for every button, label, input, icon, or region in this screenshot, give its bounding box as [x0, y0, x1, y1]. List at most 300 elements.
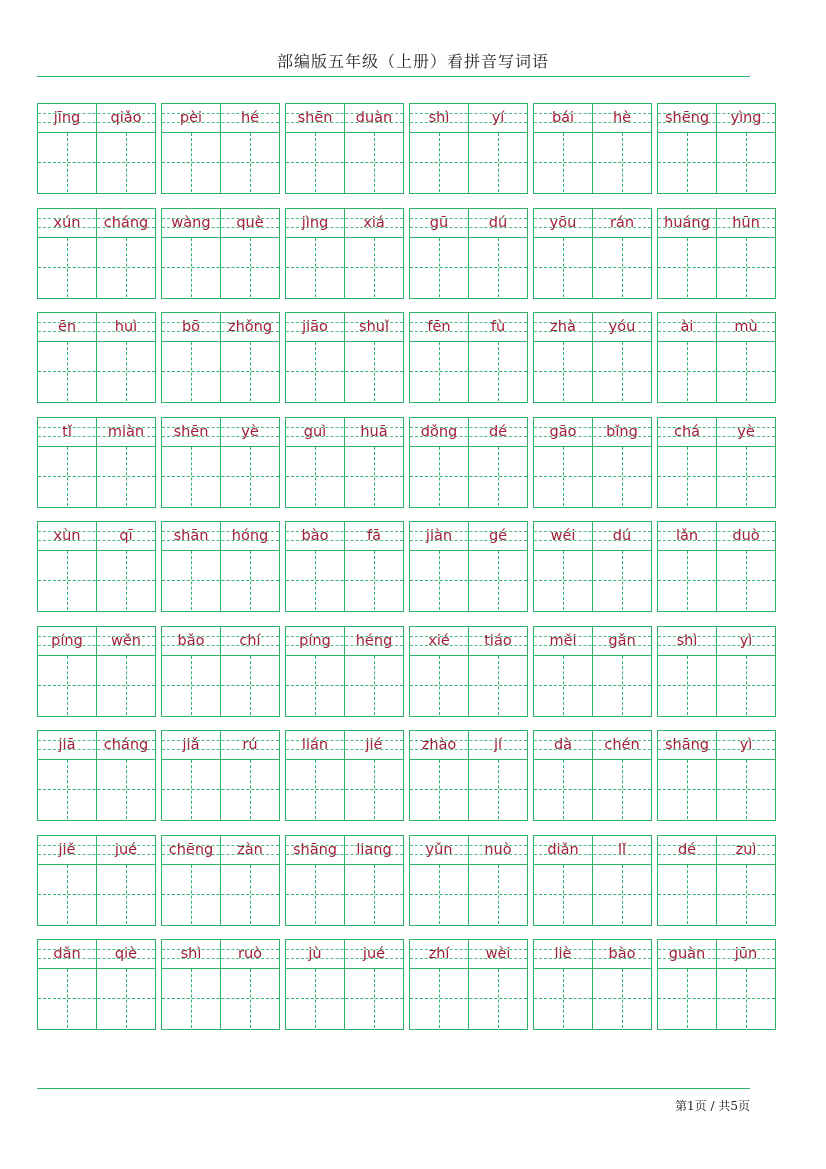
pinyin-syllable: dà	[553, 737, 573, 753]
pinyin-syllable: pèi	[179, 110, 203, 126]
pinyin-syllable: píng	[299, 632, 331, 649]
cell-guide-vertical	[250, 447, 251, 506]
cell-divider	[344, 418, 345, 507]
pinyin-syllable: bào	[301, 528, 329, 544]
word-box	[161, 208, 280, 299]
cell-guide-vertical	[498, 865, 499, 924]
cell-divider	[344, 731, 345, 820]
pinyin-syllable: jiě	[58, 841, 76, 858]
pinyin-syllable: jí	[493, 737, 503, 753]
cell-divider	[468, 209, 469, 298]
pinyin-syllable: yǔn	[425, 841, 453, 858]
cell-guide-vertical	[746, 342, 747, 401]
cell-guide-vertical	[687, 760, 688, 819]
pinyin-syllable: duàn	[355, 110, 393, 126]
pinyin-syllable: bái	[551, 110, 575, 126]
pinyin-syllable: guàn	[668, 946, 706, 962]
cell-guide-vertical	[439, 760, 440, 819]
cell-guide-vertical	[191, 238, 192, 297]
cell-divider	[220, 522, 221, 611]
pinyin-syllable: wèi	[485, 946, 511, 962]
word-box	[37, 208, 156, 299]
cell-guide-vertical	[67, 447, 68, 506]
cell-divider	[592, 627, 593, 716]
cell-guide-vertical	[126, 865, 127, 924]
word-box	[161, 103, 280, 194]
pinyin-syllable: huā	[360, 423, 388, 440]
cell-guide-vertical	[250, 238, 251, 297]
word-box	[161, 521, 280, 612]
word-box	[409, 939, 528, 1030]
cell-guide-vertical	[374, 133, 375, 192]
cell-guide-vertical	[126, 969, 127, 1028]
pinyin-syllable: yìng	[730, 110, 762, 126]
cell-divider	[716, 836, 717, 925]
word-box	[161, 730, 280, 821]
cell-guide-vertical	[191, 133, 192, 192]
cell-guide-vertical	[191, 865, 192, 924]
pinyin-syllable: qī	[119, 528, 133, 544]
pinyin-syllable: yí	[491, 110, 505, 126]
cell-guide-vertical	[315, 656, 316, 715]
page-number: 第1页 / 共5页	[675, 1099, 750, 1113]
cell-guide-vertical	[374, 656, 375, 715]
cell-divider	[468, 418, 469, 507]
cell-guide-vertical	[746, 656, 747, 715]
pinyin-syllable: wěn	[111, 632, 141, 649]
cell-guide-vertical	[374, 865, 375, 924]
pinyin-syllable: jué	[362, 946, 386, 962]
pinyin-syllable: fù	[490, 319, 506, 335]
pinyin-syllable: zhǒng	[227, 319, 273, 335]
cell-divider	[96, 209, 97, 298]
pinyin-syllable: píng	[51, 632, 83, 649]
word-box	[657, 626, 776, 717]
pinyin-syllable: dé	[677, 841, 697, 858]
word-box	[285, 730, 404, 821]
cell-divider	[592, 522, 593, 611]
pinyin-syllable: xún	[53, 214, 81, 231]
word-box	[161, 312, 280, 403]
pinyin-syllable: wàng	[171, 214, 211, 231]
word-box	[37, 626, 156, 717]
cell-guide-vertical	[498, 447, 499, 506]
pinyin-syllable: shāng	[292, 841, 338, 858]
word-box	[533, 208, 652, 299]
word-box	[161, 939, 280, 1030]
pinyin-syllable: fā	[367, 528, 381, 544]
cell-guide-vertical	[191, 342, 192, 401]
cell-guide-vertical	[746, 551, 747, 610]
word-box	[285, 939, 404, 1030]
cell-guide-vertical	[439, 551, 440, 610]
cell-guide-vertical	[126, 238, 127, 297]
cell-guide-vertical	[498, 133, 499, 192]
cell-guide-vertical	[622, 656, 623, 715]
cell-divider	[592, 731, 593, 820]
cell-guide-vertical	[315, 342, 316, 401]
pinyin-syllable: chá	[673, 423, 701, 440]
word-box	[533, 521, 652, 612]
cell-guide-vertical	[622, 551, 623, 610]
cell-guide-vertical	[563, 551, 564, 610]
word-box	[37, 730, 156, 821]
cell-guide-vertical	[126, 551, 127, 610]
cell-guide-vertical	[622, 133, 623, 192]
word-box	[657, 835, 776, 926]
cell-divider	[220, 940, 221, 1029]
pinyin-syllable: jiā	[58, 737, 76, 753]
cell-guide-vertical	[374, 447, 375, 506]
cell-guide-vertical	[439, 238, 440, 297]
pinyin-syllable: zuì	[735, 841, 757, 858]
pinyin-syllable: jiàn	[425, 528, 453, 544]
cell-guide-vertical	[563, 865, 564, 924]
cell-guide-vertical	[250, 133, 251, 192]
word-box	[657, 312, 776, 403]
pinyin-syllable: huáng	[664, 214, 710, 231]
cell-divider	[96, 731, 97, 820]
pinyin-syllable: dú	[612, 528, 632, 544]
word-box	[37, 835, 156, 926]
cell-divider	[468, 522, 469, 611]
cell-guide-vertical	[687, 969, 688, 1028]
pinyin-syllable: tǐ	[62, 423, 72, 440]
pinyin-syllable: gāo	[549, 423, 577, 440]
cell-guide-vertical	[563, 447, 564, 506]
pinyin-syllable: yì	[739, 737, 753, 753]
cell-guide-vertical	[250, 656, 251, 715]
cell-divider	[96, 313, 97, 402]
cell-guide-vertical	[67, 551, 68, 610]
pinyin-syllable: zhí	[428, 946, 450, 962]
word-box	[409, 626, 528, 717]
word-box	[285, 626, 404, 717]
pinyin-syllable: dǒng	[420, 423, 458, 440]
cell-guide-vertical	[67, 656, 68, 715]
word-box	[285, 208, 404, 299]
pinyin-syllable: zhà	[550, 319, 576, 335]
pinyin-syllable: xiá	[363, 214, 385, 231]
cell-guide-vertical	[563, 133, 564, 192]
word-box	[37, 312, 156, 403]
header-divider	[37, 76, 750, 77]
pinyin-syllable: shuǐ	[359, 319, 389, 335]
cell-divider	[716, 522, 717, 611]
word-box	[533, 417, 652, 508]
cell-divider	[592, 104, 593, 193]
word-box	[285, 103, 404, 194]
cell-guide-vertical	[191, 551, 192, 610]
cell-guide-vertical	[374, 969, 375, 1028]
cell-divider	[96, 104, 97, 193]
cell-guide-vertical	[191, 969, 192, 1028]
pinyin-syllable: yè	[737, 423, 755, 440]
cell-divider	[96, 940, 97, 1029]
pinyin-syllable: cháng	[103, 737, 149, 753]
pinyin-syllable: lǎn	[675, 528, 699, 544]
word-box	[161, 835, 280, 926]
word-row	[37, 521, 777, 612]
cell-divider	[468, 313, 469, 402]
cell-guide-vertical	[315, 238, 316, 297]
word-row	[37, 835, 777, 926]
cell-guide-vertical	[126, 447, 127, 506]
pinyin-syllable: jiǎ	[182, 737, 200, 753]
cell-guide-vertical	[250, 969, 251, 1028]
word-box	[37, 417, 156, 508]
cell-divider	[592, 313, 593, 402]
cell-guide-vertical	[622, 865, 623, 924]
word-box	[409, 103, 528, 194]
word-box	[409, 521, 528, 612]
cell-divider	[592, 940, 593, 1029]
cell-guide-vertical	[746, 238, 747, 297]
pinyin-syllable: ēn	[57, 319, 77, 335]
cell-guide-vertical	[687, 447, 688, 506]
word-row	[37, 626, 777, 717]
cell-guide-vertical	[622, 447, 623, 506]
cell-guide-vertical	[250, 865, 251, 924]
word-box	[161, 626, 280, 717]
word-box	[161, 417, 280, 508]
pinyin-syllable: jìng	[301, 214, 329, 231]
pinyin-syllable: lǐ	[617, 841, 627, 858]
word-box	[657, 521, 776, 612]
pinyin-syllable: zàn	[237, 841, 263, 858]
pinyin-syllable: chēng	[168, 841, 214, 858]
pinyin-syllable: rán	[609, 214, 635, 231]
cell-guide-vertical	[498, 656, 499, 715]
word-box	[533, 939, 652, 1030]
pinyin-syllable: dé	[488, 423, 508, 440]
pinyin-syllable: dú	[488, 214, 508, 231]
pinyin-syllable: bō	[181, 319, 201, 335]
cell-guide-vertical	[687, 865, 688, 924]
cell-guide-vertical	[622, 342, 623, 401]
pinyin-syllable: què	[236, 214, 264, 231]
cell-divider	[220, 313, 221, 402]
cell-guide-vertical	[374, 342, 375, 401]
word-box	[533, 103, 652, 194]
cell-divider	[220, 418, 221, 507]
cell-guide-vertical	[687, 656, 688, 715]
pinyin-syllable: nuò	[484, 841, 512, 858]
cell-divider	[716, 209, 717, 298]
pinyin-syllable: gū	[429, 214, 449, 231]
pinyin-syllable: hūn	[732, 214, 760, 231]
page-title: 部编版五年级（上册）看拼音写词语	[276, 52, 549, 71]
cell-guide-vertical	[687, 551, 688, 610]
cell-guide-vertical	[67, 865, 68, 924]
cell-guide-vertical	[315, 133, 316, 192]
word-row	[37, 103, 777, 194]
pinyin-syllable: bào	[608, 946, 636, 962]
pinyin-syllable: ruò	[237, 946, 263, 962]
pinyin-syllable: xié	[428, 632, 450, 649]
cell-divider	[716, 940, 717, 1029]
cell-guide-vertical	[374, 551, 375, 610]
word-box	[37, 521, 156, 612]
pinyin-syllable: shì	[428, 110, 450, 126]
cell-divider	[592, 209, 593, 298]
word-box	[409, 208, 528, 299]
pinyin-syllable: jué	[114, 841, 138, 858]
pinyin-syllable: fēn	[427, 319, 451, 335]
cell-guide-vertical	[126, 133, 127, 192]
pinyin-syllable: shēn	[297, 110, 333, 126]
cell-divider	[716, 418, 717, 507]
pinyin-syllable: zhào	[421, 737, 457, 753]
word-box	[285, 835, 404, 926]
word-row	[37, 730, 777, 821]
word-box	[657, 417, 776, 508]
cell-guide-vertical	[687, 133, 688, 192]
pinyin-syllable: liè	[554, 946, 572, 962]
cell-divider	[220, 104, 221, 193]
pinyin-syllable: shāng	[664, 737, 710, 753]
pinyin-syllable: chí	[239, 632, 261, 649]
word-row	[37, 939, 777, 1030]
cell-divider	[468, 104, 469, 193]
pinyin-syllable: diǎn	[547, 841, 579, 858]
cell-guide-vertical	[498, 342, 499, 401]
pinyin-syllable: guì	[303, 423, 327, 440]
cell-guide-vertical	[746, 447, 747, 506]
cell-guide-vertical	[67, 760, 68, 819]
pinyin-syllable: wéi	[550, 528, 576, 544]
word-box	[533, 835, 652, 926]
cell-divider	[96, 418, 97, 507]
pinyin-syllable: jiāo	[302, 319, 328, 335]
cell-divider	[96, 836, 97, 925]
cell-guide-vertical	[622, 238, 623, 297]
pinyin-syllable: yè	[241, 423, 259, 440]
cell-divider	[220, 836, 221, 925]
pinyin-syllable: héng	[355, 632, 393, 649]
word-box	[657, 103, 776, 194]
word-box	[533, 730, 652, 821]
pinyin-syllable: gǎn	[608, 632, 636, 649]
pinyin-syllable: jūn	[734, 946, 758, 962]
pinyin-syllable: gé	[488, 528, 508, 544]
cell-divider	[344, 522, 345, 611]
word-box	[409, 312, 528, 403]
pinyin-syllable: huì	[114, 319, 138, 335]
cell-divider	[344, 313, 345, 402]
cell-guide-vertical	[439, 342, 440, 401]
word-box	[285, 312, 404, 403]
pinyin-syllable: jù	[308, 946, 322, 962]
pinyin-syllable: měi	[549, 632, 577, 649]
cell-guide-vertical	[126, 656, 127, 715]
cell-guide-vertical	[563, 342, 564, 401]
pinyin-syllable: shì	[676, 632, 698, 649]
pinyin-syllable: miàn	[107, 423, 145, 440]
cell-guide-vertical	[687, 238, 688, 297]
pinyin-syllable: dǎn	[53, 946, 81, 962]
word-box	[533, 626, 652, 717]
pinyin-syllable: yì	[739, 632, 753, 649]
cell-divider	[344, 104, 345, 193]
pinyin-syllable: bǐng	[606, 423, 638, 440]
footer-divider	[37, 1088, 750, 1089]
cell-divider	[716, 627, 717, 716]
cell-guide-vertical	[563, 238, 564, 297]
cell-guide-vertical	[746, 865, 747, 924]
cell-guide-vertical	[126, 342, 127, 401]
pinyin-syllable: hè	[612, 110, 632, 126]
cell-guide-vertical	[622, 969, 623, 1028]
cell-divider	[468, 836, 469, 925]
pinyin-syllable: hé	[240, 110, 260, 126]
cell-guide-vertical	[67, 969, 68, 1028]
cell-divider	[220, 731, 221, 820]
pinyin-syllable: jīng	[53, 110, 81, 126]
pinyin-syllable: liang	[356, 841, 392, 858]
cell-guide-vertical	[498, 760, 499, 819]
cell-divider	[716, 731, 717, 820]
pinyin-syllable: shì	[180, 946, 202, 962]
cell-divider	[468, 731, 469, 820]
pinyin-syllable: cháng	[103, 214, 149, 231]
cell-guide-vertical	[563, 969, 564, 1028]
cell-guide-vertical	[374, 760, 375, 819]
cell-guide-vertical	[563, 760, 564, 819]
cell-divider	[344, 209, 345, 298]
cell-divider	[468, 940, 469, 1029]
cell-guide-vertical	[439, 865, 440, 924]
cell-guide-vertical	[315, 760, 316, 819]
cell-guide-vertical	[439, 133, 440, 192]
word-box	[657, 730, 776, 821]
cell-guide-vertical	[250, 551, 251, 610]
word-box	[533, 312, 652, 403]
cell-guide-vertical	[67, 133, 68, 192]
pinyin-syllable: duò	[732, 528, 760, 544]
pinyin-syllable: jié	[365, 737, 383, 753]
cell-divider	[220, 627, 221, 716]
cell-divider	[96, 522, 97, 611]
word-box	[37, 103, 156, 194]
pinyin-syllable: tiáo	[484, 632, 512, 649]
cell-guide-vertical	[250, 342, 251, 401]
cell-guide-vertical	[315, 551, 316, 610]
cell-guide-vertical	[67, 342, 68, 401]
cell-guide-vertical	[191, 760, 192, 819]
word-row	[37, 417, 777, 508]
cell-guide-vertical	[126, 760, 127, 819]
cell-divider	[592, 836, 593, 925]
cell-divider	[344, 836, 345, 925]
word-box	[657, 208, 776, 299]
cell-divider	[220, 209, 221, 298]
pinyin-syllable: qiǎo	[110, 110, 142, 126]
word-row	[37, 312, 777, 403]
pinyin-syllable: shēng	[664, 110, 710, 126]
cell-divider	[592, 418, 593, 507]
cell-divider	[344, 627, 345, 716]
cell-guide-vertical	[498, 551, 499, 610]
word-box	[37, 939, 156, 1030]
pinyin-syllable: hóng	[231, 528, 269, 544]
word-box	[285, 417, 404, 508]
cell-guide-vertical	[250, 760, 251, 819]
word-box	[409, 417, 528, 508]
cell-guide-vertical	[67, 238, 68, 297]
cell-guide-vertical	[746, 760, 747, 819]
cell-guide-vertical	[746, 969, 747, 1028]
